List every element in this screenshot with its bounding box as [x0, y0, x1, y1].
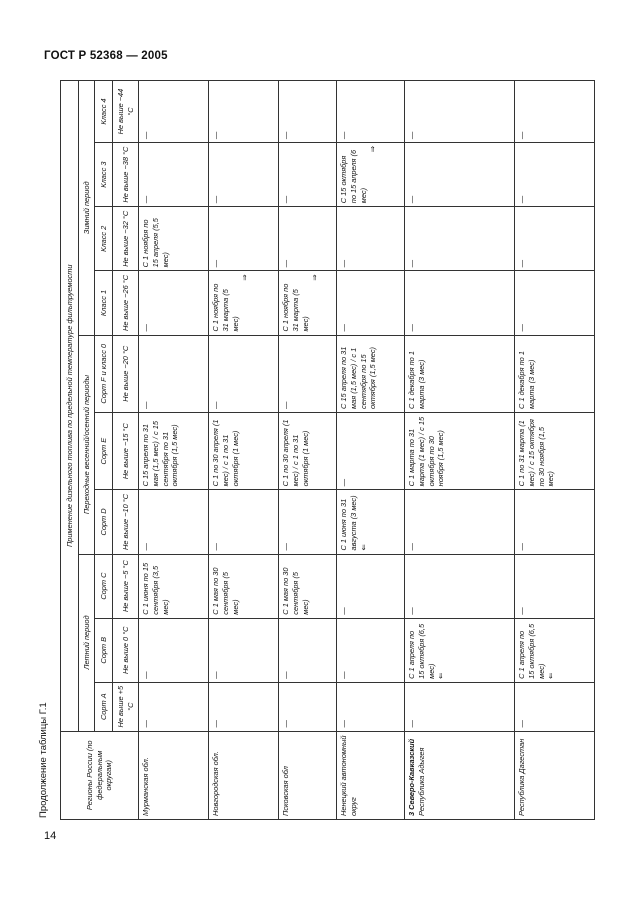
- table-cell: —: [405, 271, 515, 335]
- table-row: [515, 81, 595, 820]
- table-cell: С 15 апреля по 31 мая (1,5 мес) / с 15 сентября по 31 октября (1,5 мес): [139, 412, 209, 489]
- header-group: Применение дизельного топлива по предельной температуре фильтруемости: [61, 81, 79, 732]
- arrow-right-icon: ⇒: [310, 274, 320, 281]
- table-cell: —: [337, 682, 405, 731]
- table-cell: —: [337, 618, 405, 682]
- fuel-application-table: [60, 80, 595, 820]
- table-cell: С 15 апреля по 31 мая (1,5 мес) / с 1 сентября по 15 октября (1,5 мес): [337, 335, 405, 412]
- table-cell: —: [515, 271, 595, 335]
- table-cell: —: [209, 207, 279, 271]
- table-cell: —: [405, 81, 515, 143]
- table-cell: С 1 декабря по 1 марта (3 мес): [515, 335, 595, 412]
- region-cell: Республика Дагестан: [515, 731, 595, 819]
- table-cell: —: [337, 207, 405, 271]
- cell-text: С 1 ноября по 31 марта (5 мес): [281, 283, 310, 332]
- table-cell: —: [515, 207, 595, 271]
- grade-header: Сорт D: [95, 490, 113, 554]
- table-row: [405, 81, 515, 820]
- temp-header: Не выше −26 °С: [113, 271, 139, 335]
- table-cell: —: [337, 81, 405, 143]
- temp-header: Не выше 0 °С: [113, 618, 139, 682]
- table-cell: —: [405, 554, 515, 618]
- arrow-left-icon: ⇐: [436, 672, 446, 679]
- cell-text: С 1 апреля по 15 октября (6,5 мес): [407, 623, 436, 679]
- district-heading: 3 Северо-Кавказский: [407, 738, 416, 816]
- arrow-right-icon: ⇒: [240, 274, 250, 281]
- table-row: [139, 81, 209, 820]
- table-cell: —: [209, 335, 279, 412]
- rotated-table-container: [60, 80, 585, 820]
- header-summer: Летний период: [79, 554, 95, 731]
- table-cell: [515, 618, 595, 682]
- table-row: [209, 81, 279, 820]
- temp-header: Не выше −5 °С: [113, 554, 139, 618]
- temp-header: Не выше −20 °С: [113, 335, 139, 412]
- cell-text: С 1 апреля по 15 октября (6,5 мес): [517, 623, 546, 679]
- table-cell: [337, 143, 405, 207]
- table-cell: —: [209, 618, 279, 682]
- region-cell: Ненецкий автономный округ: [337, 731, 405, 819]
- cell-text: С 15 октября по 15 апреля (6 мес): [339, 149, 368, 204]
- table-cell: С 1 декабря по 1 марта (3 мес): [405, 335, 515, 412]
- table-cell: —: [279, 682, 337, 731]
- table-cell: —: [139, 271, 209, 335]
- table-cell: —: [279, 143, 337, 207]
- table-cell: —: [209, 490, 279, 554]
- grade-header: Сорт Е: [95, 412, 113, 489]
- arrow-right-icon: ⇒: [368, 146, 378, 153]
- table-cell: —: [405, 143, 515, 207]
- page-number: 14: [44, 830, 57, 842]
- grade-header: Класс 2: [95, 207, 113, 271]
- table-cell: —: [515, 554, 595, 618]
- region-cell: Новгородская обл.: [209, 731, 279, 819]
- table-cell: [279, 271, 337, 335]
- table-cell: —: [279, 81, 337, 143]
- table-cell: —: [337, 412, 405, 489]
- table-cell: С 1 июня по 15 сентября (3,5 мес): [139, 554, 209, 618]
- table-cell: —: [139, 490, 209, 554]
- temp-header: Не выше −15 °С: [113, 412, 139, 489]
- grade-header: Сорт С: [95, 554, 113, 618]
- table-caption: Продолжение таблицы Г.1: [38, 702, 49, 818]
- grade-header: Сорт F и класс 0: [95, 335, 113, 412]
- region-name: Республика Адыгея: [416, 747, 426, 816]
- table-cell: —: [337, 271, 405, 335]
- table-cell: —: [279, 618, 337, 682]
- table-cell: С 1 по 31 марта (1 мес) / с 15 октября по 30 ноября (1,5 мес): [515, 412, 595, 489]
- table-cell: —: [405, 490, 515, 554]
- table-row: [279, 81, 337, 820]
- table-cell: —: [139, 682, 209, 731]
- table-cell: —: [515, 682, 595, 731]
- table-cell: —: [279, 335, 337, 412]
- table-cell: —: [279, 207, 337, 271]
- temp-header: Не выше −32 °С: [113, 207, 139, 271]
- table-cell: —: [139, 618, 209, 682]
- table-cell: —: [337, 554, 405, 618]
- temp-header: Не выше +5 °С: [113, 682, 139, 731]
- table-cell: [405, 618, 515, 682]
- cell-text: С 1 ноября по 31 марта (5 мес): [211, 283, 240, 332]
- table-cell: —: [515, 143, 595, 207]
- table-cell: —: [279, 490, 337, 554]
- header-winter: Зимний период: [79, 81, 95, 336]
- temp-header: Не выше −44 °С: [113, 81, 139, 143]
- region-cell: Псковская обл: [279, 731, 337, 819]
- header-region: Регионы России (по федеральным округам): [61, 731, 139, 819]
- grade-header: Класс 1: [95, 271, 113, 335]
- table-cell: —: [209, 81, 279, 143]
- table-cell: [337, 490, 405, 554]
- grade-header: Класс 4: [95, 81, 113, 143]
- table-cell: —: [209, 682, 279, 731]
- temp-header: Не выше −38 °С: [113, 143, 139, 207]
- cell-text: С 1 июня по 31 августа (3 мес): [339, 495, 358, 551]
- grade-header: Сорт А: [95, 682, 113, 731]
- table-cell: —: [405, 207, 515, 271]
- temp-header: Не выше −10 °С: [113, 490, 139, 554]
- table-cell: —: [209, 143, 279, 207]
- table-cell: [209, 271, 279, 335]
- table-row: [337, 81, 405, 820]
- table-cell: —: [139, 335, 209, 412]
- table-cell: С 1 мая по 30 сентября (5 мес): [279, 554, 337, 618]
- table-cell: С 1 мая по 30 сентября (5 мес): [209, 554, 279, 618]
- arrow-left-icon: ⇐: [358, 544, 368, 551]
- region-cell: [405, 731, 515, 819]
- table-cell: С 1 ноября по 15 апреля (5,5 мес): [139, 207, 209, 271]
- document-title: ГОСТ Р 52368 — 2005: [44, 50, 168, 62]
- table-cell: —: [515, 81, 595, 143]
- header-transition: Переходные весенний/осенний периоды: [79, 335, 95, 554]
- table-cell: С 1 по 30 апреля (1 мес) / с 1 по 31 октября (1 мес): [209, 412, 279, 489]
- table-cell: —: [139, 143, 209, 207]
- arrow-left-icon: ⇐: [546, 672, 556, 679]
- table-cell: —: [405, 682, 515, 731]
- table-cell: С 1 по 30 апреля (1 мес) / с 1 по 31 октября (1 мес): [279, 412, 337, 489]
- grade-header: Сорт В: [95, 618, 113, 682]
- region-cell: Мурманская обл.: [139, 731, 209, 819]
- table-cell: С 1 марта по 31 марта (1 мес) / с 15 октября по 30 ноября (1,5 мес): [405, 412, 515, 489]
- grade-header: Класс 3: [95, 143, 113, 207]
- table-cell: —: [139, 81, 209, 143]
- table-cell: —: [515, 490, 595, 554]
